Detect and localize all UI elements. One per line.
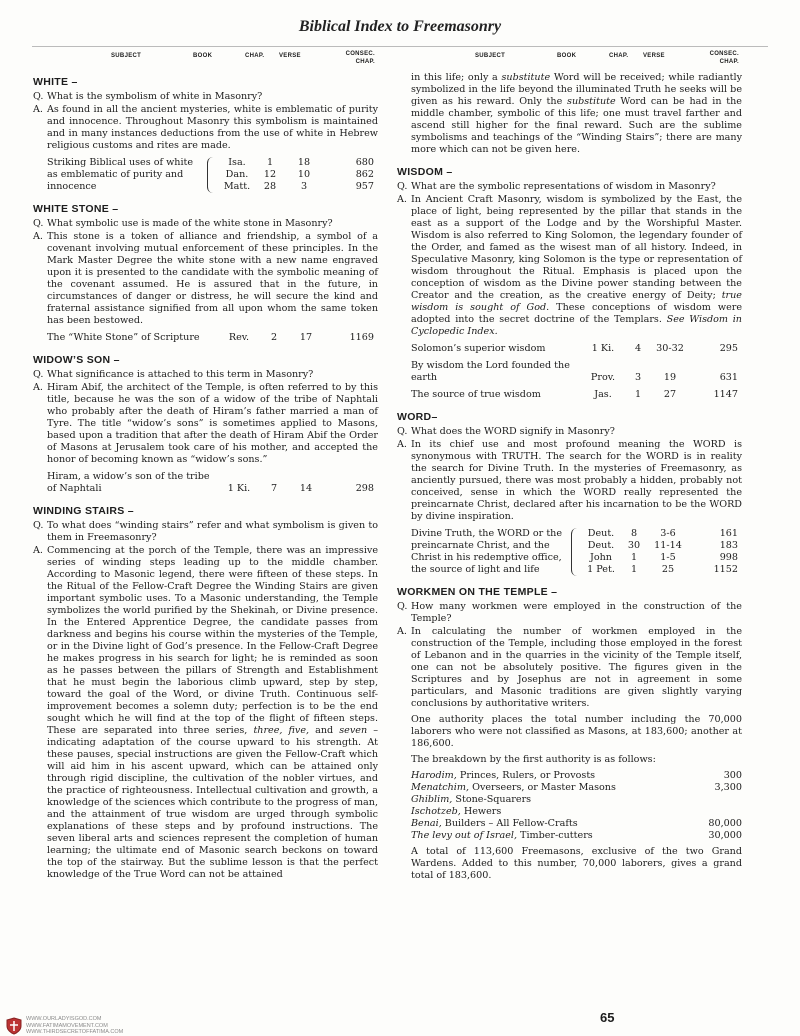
workmen-list [411,770,742,842]
question: Q. What symbolic use is made of the white stone in Masonry? [33,218,333,229]
scripture-reference: The source of true wisdom Jas. 1 27 1147 [411,389,738,400]
scripture-reference: By wisdom the Lord founded the earth Prov. 3 19 631 [411,360,738,383]
question: Q. What significance is attached to this term in Masonry? [33,369,314,380]
entry-title: WHITE – [33,76,78,88]
column-header: SUBJECT BOOK CHAP. VERSE CONSEC. CHAP. [475,51,739,65]
answer: A. In its chief use and most profound meaning the WORD is synonymous with TRUTH. The search for the WORD is in reality the search for Divine Truth. In the mysteries of Freemasonry, as anciently pursued, there was most probably a hidden, probably not conceived, sense in which the WORD really represented the preincarnate Christ, declared after his incarnation to be the WORD by divine inspiration. [397,439,742,522]
entry-winding-stairs [33,505,378,881]
answer: A. Commencing at the porch of the Temple, there was an impressive series of winding steps leading up to the middle chamber. According to Masonic legend, there were fifteen of these steps. In the Ritual of the Fellow-Craft Degree the Winding Stairs are given important symbolic uses. To a Masonic understanding, the Temple symbolizes the world purified by the Shekinah, or Divine presence. In the Entered Apprentice Degree, the candidate passes from darkness and begins his course within the mysteries of the Temple, or in the Divine light of God’s presence. In the Fellow-Craft Degree he makes progress in his search for light; he is reminded as soon as he passes between the pillars of Strength and Establishment that he must begin the laborious climb upward, step by step, toward the goal of the Word, or divine Truth. Continuous self-improvement becomes a solemn duty; perfection is to be the end sought which he will find at the top of the flight of fifteen steps. These are separated into three series, three, five, and seven – indicating adaptation of the course upward to his strength. At these pauses, special instructions are given the Fellow-Craft which will aid him in his ascent upward, which can be attained only through rigid discipline, the cultivation of the nobler virtues, and the practice of righteousness. Intellectual cultivation and growth, a knowledge of the sciences which contribute to the progress of man, and the attainment of true wisdom are urged through symbolic explanations of these steps and by profound instructions. The seven liberal arts and sciences represent the completion of human learning; the ultimate end of Masonic search beckons on toward the top of the stairway. But the sublime lesson is that the perfect knowledge of the True Word can not be attained [33,545,379,880]
page-number: 65 [600,1010,615,1025]
question: Q. What does the WORD signify in Masonry? [397,426,615,437]
scripture-reference: The “White Stone” of Scripture Rev. 2 17 1169 [47,332,374,343]
scripture-reference: Striking Biblical uses of white as emblematic of purity and innocence Isa. 1 18 680 Dan. 12 10 862 Matt. 28 3 957 [47,157,374,192]
watermark-url[interactable]: WWW.OURLADYISGOD.COM [26,1016,102,1022]
paragraph: One authority places the total number including the 70,000 laborers who were not classified as Masons, at 183,600; another at 186,600. [411,714,742,749]
continued-answer: in this life; only a substitute Word will be received; while radiantly symbolized in the life beyond the illuminated Truth he seeks will be given as his reward. Only the substitute Word can be had in the middle chamber, symbolic of this life; one must travel farther and ascend still higher for the final reward. Such are the sublime symbolisms and teachings of the “Winding Stairs”; there are many more which can not be given here. [411,72,743,155]
entry-title: WINDING STAIRS – [33,505,134,517]
answer: A. Hiram Abif, the architect of the Temple, is often referred to by this title, because he was the son of a widow of the tribe of Naphtali who probably after the death of Hiram’s father married a man of Tyre. The title “widow’s sons” is sometimes applied to Masons, based upon a tradition that after the death of Hiram Abif the Order of Masons at Jerusalem took care of his mother, and accepted the honor of becoming known as “widow’s sons.” [33,382,378,465]
answer: A. In calculating the number of workmen employed in the construction of the Temple, including those employed in the forest of Lebanon and in the quarries in the vicinity of the Temple itself, one can not be absolutely positive. The figures given in the Scriptures and by Josephus are not in agreement in some particulars, and Masonic traditions are given slightly varying conclusions by authoritative writers. [397,626,742,709]
entry-title: WORKMEN ON THE TEMPLE – [397,586,558,598]
list-item: Benai, Builders – All Fellow-Crafts 80,000 [411,818,742,829]
list-item: Ghiblim, Stone-Squarers [411,794,532,805]
scripture-reference: Solomon’s superior wisdom 1 Ki. 4 30-32 295 [411,343,738,354]
watermark-url[interactable]: WWW.THIRDSECRETOFFATIMA.COM [26,1029,124,1035]
list-item: The levy out of Israel, Timber-cutters 30,000 [411,830,742,841]
answer: A. In Ancient Craft Masonry, wisdom is symbolized by the East, the place of light, being represented by the pillar that stands in the east as a support of the Lodge and by the Worshipful Master. Wisdom is also referred to King Solomon, the legendary founder of the Order, and famed as the wisest man of all history. Indeed, in Speculative Masonry, king Solomon is the type or representation of wisdom throughout the Ritual. Emphasis is placed upon the conception of wisdom as the Divine power standing between the Creator and the creation, as the creative energy of Deity; true wisdom is sought of God. These conceptions of wisdom were adopted into the secret doctrine of the Templars. See Wisdom in Cyclopedic Index. [397,194,743,337]
entry-title: WIDOW’S SON – [33,354,120,366]
list-item: Harodim, Princes, Rulers, or Provosts 300 [411,770,742,781]
entry-title: WHITE STONE – [33,203,119,215]
column-header: SUBJECT BOOK CHAP. VERSE CONSEC. CHAP. [111,51,375,65]
question: Q. What is the symbolism of white in Masonry? [33,91,263,102]
entry-title: WISDOM – [397,166,453,178]
list-item: Menatchim, Overseers, or Master Masons 3,300 [411,782,742,793]
scripture-reference: Divine Truth, the WORD or the preincarnate Christ, and the Christ in his redemptive office, the source of light and life Deut. 8 3-6 161 Deut. 30 11-14 183 John 1 1-5 998 1 Pet. 1 25 1152 [411,528,738,575]
shield-icon [6,1017,22,1035]
question: Q. How many workmen were employed in the construction of the Temple? [397,601,742,624]
entry-widows-son [33,354,378,495]
question: Q. To what does “winding stairs” refer and what symbolism is given to them in Freemasonry? [33,520,378,543]
entry-title: WORD– [397,411,438,423]
watermark-url[interactable]: WWW.FATIMAMOVEMENT.COM [26,1022,108,1029]
page-title: Biblical Index to Freemasonry [298,18,502,35]
header-rule [32,46,768,47]
paragraph: A total of 113,600 Freemasons, exclusive of the two Grand Wardens. Added to this number, 70,000 laborers, gives a grand total of 183,600. [411,846,742,881]
entry-white-stone [33,203,378,344]
entry-white [33,76,378,193]
question: Q. What are the symbolic representations of wisdom in Masonry? [397,181,716,192]
paragraph: The breakdown by the first authority is as follows: [411,754,656,765]
entry-word [397,411,742,576]
right-column [397,50,742,886]
entry-workmen [397,586,742,882]
answer: A. This stone is a token of alliance and friendship, a symbol of a covenant involving mutual enforcement of these principles. In the Mark Master Degree the white stone with a new name engraved upon it is presented to the candidate with the symbolic meaning of the covenant assumed. He is assured that in the future, in circumstances of danger or distress, he will secure the kind and fraternal assistance signified from all upon whom the same token has been bestowed. [33,231,378,326]
scripture-reference: Hiram, a widow’s son of the tribe of Naphtali 1 Ki. 7 14 298 [47,471,374,494]
left-column [33,50,378,882]
watermark [6,1016,123,1036]
answer: A. As found in all the ancient mysteries, white is emblematic of purity and innocence. Throughout Masonry this symbolism is maintained and in many instances deductions from the use of white in Hebrew religious customs and rites are made. [33,104,378,151]
entry-wisdom [397,166,742,401]
list-item: Ischotzeb, Hewers [411,806,502,817]
